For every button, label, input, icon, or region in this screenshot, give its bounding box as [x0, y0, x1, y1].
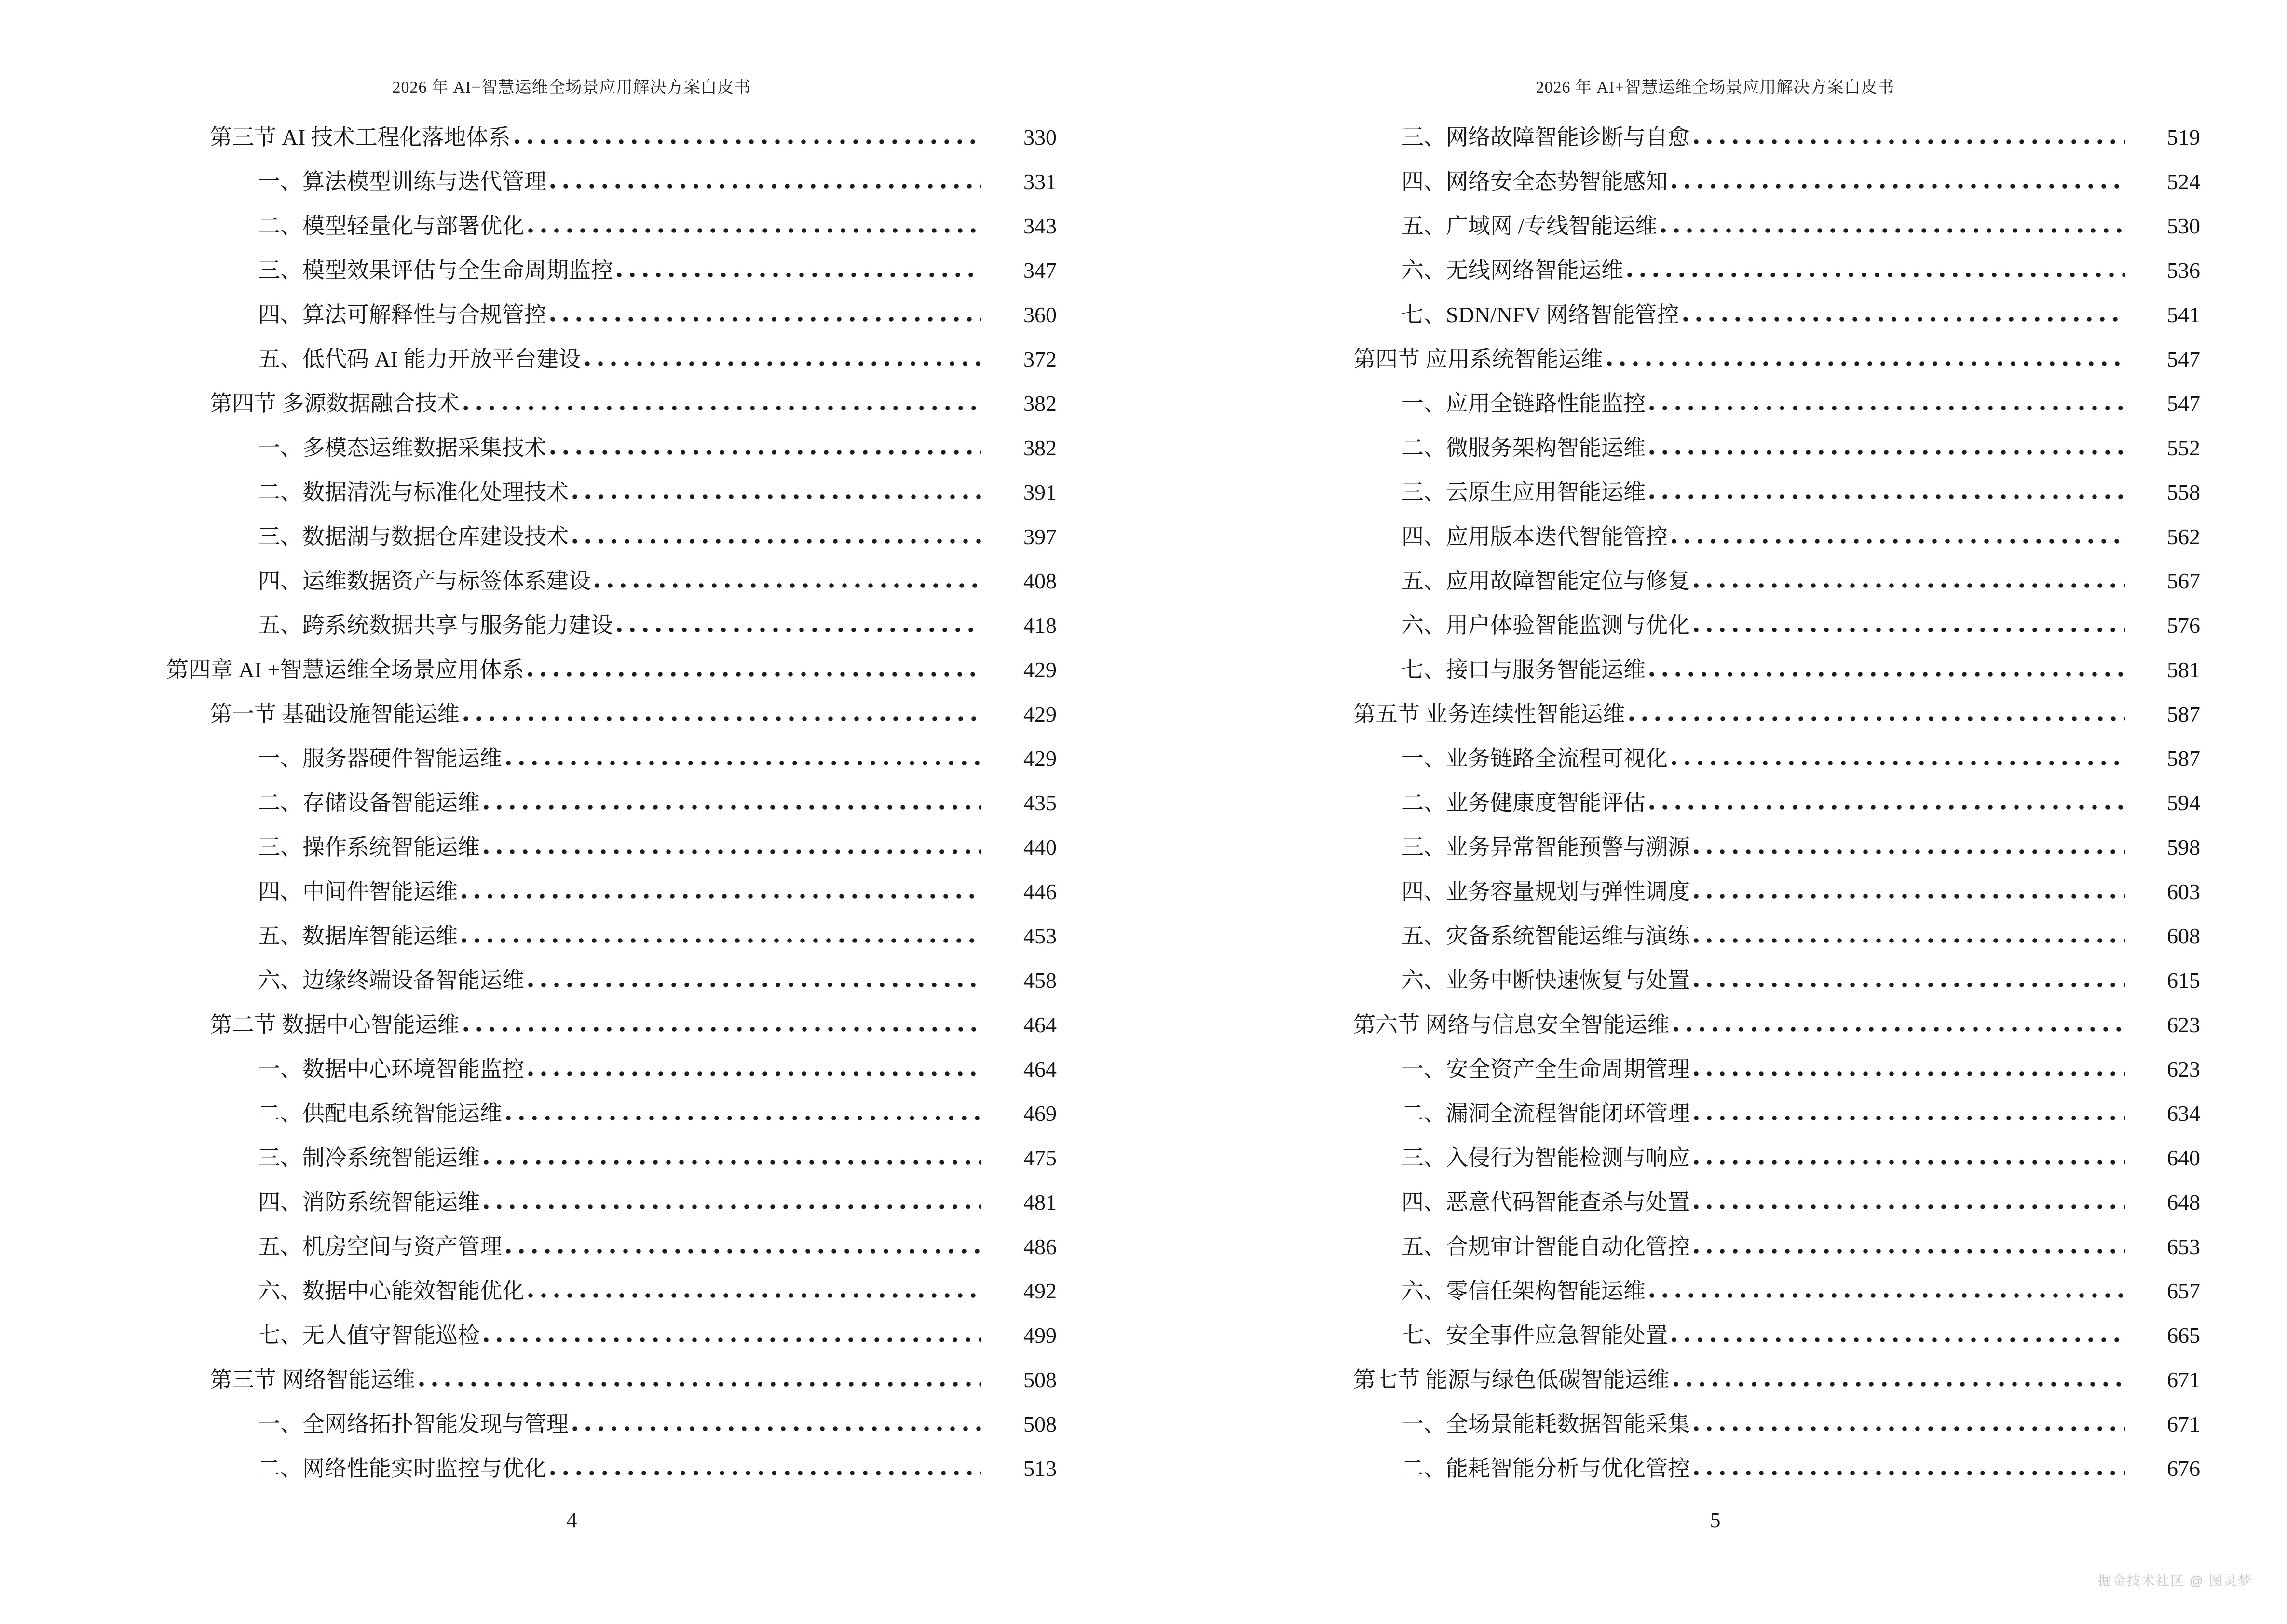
dot-leader	[463, 716, 982, 721]
toc-entry-page-number: 486	[1023, 1234, 1057, 1259]
toc-entry[interactable]	[1144, 819, 2287, 863]
toc-entry[interactable]	[0, 863, 1144, 908]
dot-leader	[572, 1426, 981, 1431]
toc-entry[interactable]	[0, 686, 1144, 730]
toc-entry-label: 四、恶意代码智能查杀与处置	[1402, 1190, 1690, 1215]
dot-leader	[484, 805, 981, 810]
dot-leader	[1649, 450, 2125, 455]
dot-leader	[1694, 1116, 2125, 1120]
toc-entry[interactable]	[0, 153, 1144, 198]
dot-leader	[463, 406, 982, 410]
dot-leader	[484, 1160, 981, 1165]
dot-leader	[1694, 983, 2125, 987]
dot-leader	[1694, 628, 2125, 632]
toc-entry-page-number: 418	[1023, 613, 1057, 638]
toc-entry-page-number: 547	[2167, 391, 2200, 416]
dot-leader	[1683, 317, 2125, 322]
dot-leader	[1694, 583, 2125, 588]
toc-entry-page-number: 587	[2167, 702, 2200, 727]
toc-entry-page-number: 492	[1023, 1279, 1057, 1304]
toc-entry-label: 四、算法可解释性与合规管控	[258, 302, 546, 328]
toc-entry-page-number: 382	[1023, 391, 1057, 416]
toc-entry-label: 第三节 AI 技术工程化落地体系	[210, 125, 511, 150]
toc-entry-label: 第五节 业务连续性智能运维	[1353, 702, 1625, 727]
toc-entry-page-number: 475	[1023, 1146, 1057, 1171]
toc-entry[interactable]	[0, 553, 1144, 597]
toc-entry-page-number: 567	[2167, 569, 2200, 594]
toc-entry[interactable]	[0, 198, 1144, 242]
dot-leader	[528, 1293, 981, 1298]
toc-entry-page-number: 653	[2167, 1234, 2200, 1259]
toc-entry[interactable]	[0, 331, 1144, 375]
toc-entry-label: 五、机房空间与资产管理	[258, 1234, 502, 1259]
dot-leader	[1674, 1027, 2125, 1032]
toc-entry[interactable]	[1144, 996, 2287, 1041]
dot-leader	[550, 184, 981, 189]
toc-entry-page-number: 671	[2167, 1367, 2200, 1392]
dot-leader	[484, 1204, 981, 1209]
toc-entry[interactable]	[0, 775, 1144, 819]
toc-entry-label: 四、消防系统智能运维	[258, 1190, 480, 1215]
toc-entry-label: 五、数据库智能运维	[258, 924, 458, 949]
toc-entry-page-number: 541	[2167, 302, 2200, 328]
toc-entry-label: 三、操作系统智能运维	[258, 835, 480, 860]
toc-entry-label: 四、业务容量规划与弹性调度	[1402, 879, 1690, 904]
toc-entry-page-number: 382	[1023, 436, 1057, 461]
toc-entry-label: 七、接口与服务智能运维	[1402, 657, 1646, 682]
dot-leader	[1674, 1382, 2125, 1387]
dot-leader	[1694, 1071, 2125, 1076]
toc-entry[interactable]	[1144, 686, 2287, 730]
toc-entry-page-number: 671	[2167, 1412, 2200, 1437]
toc-entry[interactable]	[1144, 1130, 2287, 1174]
dot-leader	[462, 938, 981, 943]
toc-entry-page-number: 623	[2167, 1012, 2200, 1037]
toc-entry-page-number: 530	[2167, 214, 2200, 239]
toc-entry-page-number: 648	[2167, 1190, 2200, 1215]
toc-entry-page-number: 429	[1023, 657, 1057, 682]
dot-leader	[463, 1027, 982, 1032]
toc-entry-label: 三、模型效果评估与全生命周期监控	[258, 258, 613, 283]
toc-entry[interactable]	[1144, 730, 2287, 775]
toc-entry[interactable]	[0, 641, 1144, 686]
dot-leader	[617, 273, 981, 277]
page-number-footer: 4	[566, 1508, 577, 1532]
toc-entry[interactable]	[0, 597, 1144, 641]
toc-entry[interactable]	[1144, 375, 2287, 420]
toc-entry-page-number: 608	[2167, 924, 2200, 949]
toc-entry[interactable]	[0, 1041, 1144, 1085]
toc-entry[interactable]	[1144, 464, 2287, 508]
toc-entry-label: 三、数据湖与数据仓库建设技术	[258, 524, 569, 549]
dot-leader	[506, 761, 981, 765]
toc-entry-page-number: 397	[1023, 524, 1057, 549]
toc-entry-page-number: 440	[1023, 835, 1057, 860]
toc-entry-page-number: 343	[1023, 214, 1057, 239]
toc-entry-page-number: 562	[2167, 524, 2200, 549]
dot-leader	[1694, 894, 2125, 899]
toc-entry[interactable]	[0, 1351, 1144, 1396]
toc-entry[interactable]	[0, 1396, 1144, 1440]
toc-entry-label: 一、算法模型训练与迭代管理	[258, 169, 546, 194]
toc-entry-page-number: 558	[2167, 480, 2200, 505]
toc-entry-page-number: 481	[1023, 1190, 1057, 1215]
toc-entry-page-number: 372	[1023, 347, 1057, 372]
toc-entry-label: 三、云原生应用智能运维	[1402, 480, 1646, 505]
dot-leader	[1672, 1337, 2125, 1342]
dot-leader	[1629, 716, 2125, 721]
toc-entry-label: 一、多模态运维数据采集技术	[258, 436, 546, 461]
dot-leader	[550, 450, 981, 455]
toc-entry-page-number: 429	[1023, 746, 1057, 771]
toc-entry-label: 六、业务中断快速恢复与处置	[1402, 968, 1690, 993]
dot-leader	[1649, 406, 2125, 410]
dot-leader	[550, 1471, 981, 1475]
dot-leader	[1672, 761, 2125, 765]
toc-entry-label: 二、存储设备智能运维	[258, 791, 480, 816]
toc-entry-page-number: 435	[1023, 791, 1057, 816]
dot-leader	[617, 628, 981, 632]
toc-entry[interactable]	[1144, 908, 2287, 952]
toc-entry-page-number: 464	[1023, 1012, 1057, 1037]
toc-entry-page-number: 598	[2167, 835, 2200, 860]
dot-leader	[1694, 1249, 2125, 1254]
toc-entry-label: 二、数据清洗与标准化处理技术	[258, 480, 569, 505]
toc-entry-label: 一、业务链路全流程可视化	[1402, 746, 1668, 771]
toc-entry-page-number: 603	[2167, 879, 2200, 904]
toc-entry-label: 五、应用故障智能定位与修复	[1402, 569, 1690, 594]
toc-entry-label: 四、网络安全态势智能感知	[1402, 169, 1668, 194]
toc-entry[interactable]	[1144, 198, 2287, 242]
toc-entry-label: 五、灾备系统智能运维与演练	[1402, 924, 1690, 949]
dot-leader	[528, 1071, 981, 1076]
dot-leader	[1694, 139, 2125, 144]
toc-entry-page-number: 453	[1023, 924, 1057, 949]
dot-leader	[1672, 184, 2125, 189]
toc-entry-label: 六、无线网络智能运维	[1402, 258, 1623, 283]
toc-entry[interactable]	[1144, 242, 2287, 287]
toc-entry[interactable]	[0, 908, 1144, 952]
toc-entry-page-number: 429	[1023, 702, 1057, 727]
toc-entry-page-number: 360	[1023, 302, 1057, 328]
toc-entry[interactable]	[0, 1218, 1144, 1263]
toc-entry[interactable]	[1144, 1351, 2287, 1396]
dot-leader	[595, 583, 981, 588]
toc-entry-label: 七、SDN/NFV 网络智能管控	[1402, 302, 1679, 328]
toc-entry[interactable]	[0, 952, 1144, 996]
toc-entry-label: 二、网络性能实时监控与优化	[258, 1456, 546, 1481]
toc-entry-label: 七、无人值守智能巡检	[258, 1323, 480, 1348]
toc-entry[interactable]	[0, 1307, 1144, 1351]
toc-entry-page-number: 552	[2167, 436, 2200, 461]
toc-entry-page-number: 446	[1023, 879, 1057, 904]
toc-entry-page-number: 576	[2167, 613, 2200, 638]
toc-entry-page-number: 508	[1023, 1412, 1057, 1437]
toc-entry[interactable]	[0, 508, 1144, 553]
dot-leader	[506, 1116, 981, 1120]
dot-leader	[506, 1249, 981, 1254]
dot-leader	[1694, 1426, 2125, 1431]
dot-leader	[1694, 1204, 2125, 1209]
toc-entry[interactable]	[1144, 153, 2287, 198]
toc-entry-page-number: 331	[1023, 169, 1057, 194]
toc-entry-label: 四、中间件智能运维	[258, 879, 458, 904]
dot-leader	[1649, 1293, 2125, 1298]
toc-entry-label: 二、漏洞全流程智能闭环管理	[1402, 1101, 1690, 1126]
dot-leader	[1694, 1160, 2125, 1165]
toc-entry[interactable]	[1144, 863, 2287, 908]
toc-entry[interactable]	[0, 287, 1144, 331]
toc-entry-page-number: 547	[2167, 347, 2200, 372]
toc-entry-label: 二、供配电系统智能运维	[258, 1101, 502, 1126]
toc-entry-label: 第四章 AI +智慧运维全场景应用体系	[166, 657, 524, 682]
dot-leader	[1649, 805, 2125, 810]
toc-entry-label: 七、安全事件应急智能处置	[1402, 1323, 1668, 1348]
toc-entry-label: 第一节 基础设施智能运维	[210, 702, 460, 727]
toc-entry-label: 第七节 能源与绿色低碳智能运维	[1353, 1367, 1670, 1392]
toc-entry-label: 四、运维数据资产与标签体系建设	[258, 569, 591, 594]
toc-entry[interactable]	[0, 109, 1144, 153]
toc-entry-page-number: 587	[2167, 746, 2200, 771]
toc-entry[interactable]	[0, 242, 1144, 287]
toc-entry-page-number: 657	[2167, 1279, 2200, 1304]
toc-entry-page-number: 594	[2167, 791, 2200, 816]
toc-entry[interactable]	[0, 464, 1144, 508]
toc-entry-label: 一、数据中心环境智能监控	[258, 1057, 524, 1082]
toc-entry-label: 六、用户体验智能监测与优化	[1402, 613, 1690, 638]
toc-entry[interactable]	[0, 1263, 1144, 1307]
toc-entry[interactable]	[1144, 1174, 2287, 1218]
toc-entry-label: 一、应用全链路性能监控	[1402, 391, 1646, 416]
toc-entry-page-number: 513	[1023, 1456, 1057, 1481]
toc-page-right	[1144, 0, 2287, 1624]
toc-entry-label: 第四节 应用系统智能运维	[1353, 347, 1603, 372]
dot-leader	[1627, 273, 2125, 277]
toc-entry-label: 四、应用版本迭代智能管控	[1402, 524, 1668, 549]
toc-entry[interactable]	[1144, 597, 2287, 641]
dot-leader	[462, 894, 981, 899]
toc-entry-label: 一、安全资产全生命周期管理	[1402, 1057, 1690, 1082]
toc-entry[interactable]	[0, 730, 1144, 775]
dot-leader	[419, 1382, 982, 1387]
toc-entry-label: 三、制冷系统智能运维	[258, 1146, 480, 1171]
toc-entry-label: 三、业务异常智能预警与溯源	[1402, 835, 1690, 860]
toc-entry[interactable]	[0, 375, 1144, 420]
toc-entry[interactable]	[1144, 287, 2287, 331]
toc-entry-page-number: 536	[2167, 258, 2200, 283]
dot-leader	[484, 1337, 981, 1342]
dot-leader	[528, 228, 981, 233]
dot-leader	[1607, 361, 2125, 366]
toc-entry-page-number: 634	[2167, 1101, 2200, 1126]
document-title-header: 2026 年 AI+智慧运维全场景应用解决方案白皮书	[392, 79, 751, 96]
dot-leader	[1649, 672, 2125, 677]
toc-entry[interactable]	[1144, 1085, 2287, 1130]
toc-entry-page-number: 640	[2167, 1146, 2200, 1171]
toc-entry-label: 一、全网络拓扑智能发现与管理	[258, 1412, 569, 1437]
dot-leader	[528, 983, 981, 987]
toc-entry[interactable]	[1144, 641, 2287, 686]
toc-entry-page-number: 676	[2167, 1456, 2200, 1481]
toc-entry[interactable]	[1144, 1440, 2287, 1485]
toc-entry-page-number: 524	[2167, 169, 2200, 194]
toc-entry-page-number: 508	[1023, 1367, 1057, 1392]
toc-entry-label: 二、模型轻量化与部署优化	[258, 214, 524, 239]
dot-leader	[1672, 539, 2125, 544]
toc-entry[interactable]	[0, 819, 1144, 863]
toc-entry-label: 六、边缘终端设备智能运维	[258, 968, 524, 993]
toc-entry[interactable]	[0, 420, 1144, 464]
toc-entry-page-number: 581	[2167, 657, 2200, 682]
toc-entry-page-number: 391	[1023, 480, 1057, 505]
dot-leader	[550, 317, 981, 322]
toc-entry-list-right	[1144, 109, 2287, 1485]
dot-leader	[572, 539, 981, 544]
toc-entry[interactable]	[0, 1440, 1144, 1485]
toc-entry[interactable]	[1144, 1307, 2287, 1351]
dot-leader	[528, 672, 981, 677]
toc-entry[interactable]	[1144, 553, 2287, 597]
toc-entry[interactable]	[1144, 331, 2287, 375]
toc-entry[interactable]	[0, 1174, 1144, 1218]
toc-entry-label: 五、跨系统数据共享与服务能力建设	[258, 613, 613, 638]
toc-entry[interactable]	[1144, 420, 2287, 464]
toc-entry-page-number: 408	[1023, 569, 1057, 594]
dot-leader	[1694, 1471, 2125, 1475]
toc-entry-page-number: 615	[2167, 968, 2200, 993]
dot-leader	[585, 361, 981, 366]
toc-entry-label: 五、广域网 /专线智能运维	[1402, 214, 1658, 239]
toc-entry-label: 六、数据中心能效智能优化	[258, 1279, 524, 1304]
toc-entry[interactable]	[0, 1085, 1144, 1130]
page-number-footer: 5	[1710, 1508, 1721, 1532]
dot-leader	[1661, 228, 2125, 233]
toc-entry-label: 六、零信任架构智能运维	[1402, 1279, 1646, 1304]
toc-entry-label: 三、入侵行为智能检测与响应	[1402, 1146, 1690, 1171]
toc-entry-label: 一、全场景能耗数据智能采集	[1402, 1412, 1690, 1437]
toc-entry[interactable]	[1144, 508, 2287, 553]
toc-entry-label: 第三节 网络智能运维	[210, 1367, 415, 1392]
toc-entry-page-number: 469	[1023, 1101, 1057, 1126]
toc-entry-label: 二、能耗智能分析与优化管控	[1402, 1456, 1690, 1481]
toc-entry-label: 第六节 网络与信息安全智能运维	[1353, 1012, 1670, 1037]
toc-entry-label: 五、合规审计智能自动化管控	[1402, 1234, 1690, 1259]
dot-leader	[1694, 849, 2125, 854]
toc-entry[interactable]	[1144, 109, 2287, 153]
dot-leader	[484, 849, 981, 854]
toc-entry[interactable]	[1144, 1218, 2287, 1263]
toc-entry-label: 第二节 数据中心智能运维	[210, 1012, 460, 1037]
dot-leader	[572, 494, 981, 499]
toc-entry-page-number: 347	[1023, 258, 1057, 283]
toc-entry[interactable]	[1144, 1041, 2287, 1085]
toc-entry-page-number: 623	[2167, 1057, 2200, 1082]
toc-entry[interactable]	[1144, 1263, 2287, 1307]
toc-entry-label: 二、业务健康度智能评估	[1402, 791, 1646, 816]
toc-entry-page-number: 499	[1023, 1323, 1057, 1348]
toc-entry[interactable]	[1144, 952, 2287, 996]
dot-leader	[1649, 494, 2125, 499]
toc-entry-list-left	[0, 109, 1144, 1485]
toc-entry[interactable]	[1144, 1396, 2287, 1440]
toc-entry-page-number: 330	[1023, 125, 1057, 150]
toc-entry-label: 一、服务器硬件智能运维	[258, 746, 502, 771]
document-title-header: 2026 年 AI+智慧运维全场景应用解决方案白皮书	[1536, 79, 1895, 96]
toc-entry-page-number: 665	[2167, 1323, 2200, 1348]
toc-entry-label: 第四节 多源数据融合技术	[210, 391, 460, 416]
toc-entry-label: 三、网络故障智能诊断与自愈	[1402, 125, 1690, 150]
toc-entry-label: 二、微服务架构智能运维	[1402, 436, 1646, 461]
toc-entry-page-number: 519	[2167, 125, 2200, 150]
toc-entry[interactable]	[0, 1130, 1144, 1174]
toc-entry[interactable]	[0, 996, 1144, 1041]
toc-entry-page-number: 464	[1023, 1057, 1057, 1082]
dot-leader	[515, 139, 981, 144]
toc-entry-page-number: 458	[1023, 968, 1057, 993]
watermark: 掘金技术社区 @ 图灵梦	[2098, 1573, 2252, 1588]
dot-leader	[1694, 938, 2125, 943]
toc-entry[interactable]	[1144, 775, 2287, 819]
toc-entry-label: 五、低代码 AI 能力开放平台建设	[258, 347, 581, 372]
